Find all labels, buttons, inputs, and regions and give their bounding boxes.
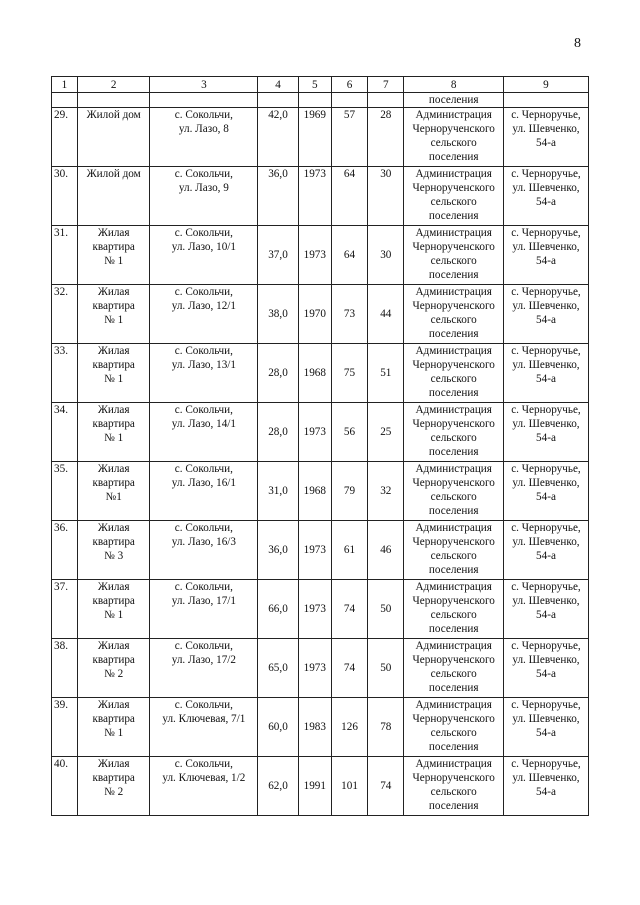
property-type-line: квартира — [92, 536, 135, 548]
property-type-line: № 2 — [104, 786, 124, 798]
year-value: 1973 — [298, 226, 331, 285]
column-number: 8 — [404, 77, 504, 93]
column-7-value: 30 — [368, 226, 404, 285]
property-type-line: Жилая — [97, 640, 130, 652]
owner-name-line: сельского — [430, 314, 477, 326]
property-address-line: с. Сокольчи, — [174, 522, 233, 534]
property-type-line: квартира — [92, 300, 135, 312]
table-cell — [368, 93, 404, 108]
table-cell — [52, 93, 78, 108]
property-address-line: ул. Лазо, 16/1 — [171, 477, 236, 489]
owner-name — [404, 285, 504, 344]
table-row — [52, 698, 589, 757]
property-type-line: квартира — [92, 477, 135, 489]
area-value: 31,0 — [258, 462, 298, 521]
area-value: 60,0 — [258, 698, 298, 757]
column-number: 2 — [77, 77, 150, 93]
owner-address-line: ул. Шевченко, — [512, 595, 580, 607]
owner-address — [503, 108, 588, 167]
property-type-line: № 1 — [104, 314, 124, 326]
property-address-line: ул. Лазо, 17/2 — [171, 654, 236, 666]
column-7-value: 78 — [368, 698, 404, 757]
year-value: 1973 — [298, 403, 331, 462]
property-type — [77, 698, 150, 757]
property-type-line: Жилая — [97, 463, 130, 475]
owner-address-line: с. Черноручье, — [511, 758, 581, 770]
property-address-line: ул. Ключевая, 7/1 — [162, 713, 246, 725]
column-7-value: 51 — [368, 344, 404, 403]
owner-name-line: сельского — [430, 137, 477, 149]
year-value: 1973 — [298, 167, 331, 226]
owner-address — [503, 521, 588, 580]
property-address-line: ул. Лазо, 9 — [178, 182, 229, 194]
table-row — [52, 108, 589, 167]
property-address — [150, 285, 258, 344]
property-type-line: квартира — [92, 654, 135, 666]
owner-name-line: поселения — [428, 328, 479, 340]
property-address — [150, 403, 258, 462]
column-number: 3 — [150, 77, 258, 93]
owner-name-line: поселения — [428, 269, 479, 281]
owner-name-line: сельского — [430, 432, 477, 444]
property-type — [77, 580, 150, 639]
property-address — [150, 108, 258, 167]
property-type-line: Жилая — [97, 345, 130, 357]
property-type — [77, 285, 150, 344]
year-value: 1968 — [298, 344, 331, 403]
owner-name-line: сельского — [430, 491, 477, 503]
column-number-row — [52, 77, 589, 93]
owner-name-line: Администрация — [415, 699, 492, 711]
owner-address — [503, 344, 588, 403]
property-type-line: Жилая — [97, 758, 130, 770]
property-type — [77, 108, 150, 167]
row-number: 39. — [52, 698, 78, 757]
owner-address-line: 54-а — [536, 668, 556, 680]
owner-name-line: Администрация — [415, 581, 492, 593]
column-7-value: 50 — [368, 580, 404, 639]
owner-address-line: ул. Шевченко, — [512, 536, 580, 548]
owner-name-line: Чернорученского — [412, 595, 495, 607]
owner-address-line: с. Черноручье, — [511, 640, 581, 652]
owner-name — [404, 580, 504, 639]
property-address-line: ул. Лазо, 10/1 — [171, 241, 236, 253]
owner-name-line: поселения — [428, 800, 479, 812]
column-number: 5 — [298, 77, 331, 93]
property-type-line: № 1 — [104, 727, 124, 739]
owner-address-line: с. Черноручье, — [511, 463, 581, 475]
table-cell — [503, 93, 588, 108]
owner-address-line: 54-а — [536, 255, 556, 267]
property-table — [51, 76, 589, 816]
year-value: 1968 — [298, 462, 331, 521]
owner-address — [503, 285, 588, 344]
owner-address-line: с. Черноручье, — [511, 286, 581, 298]
owner-address-line: с. Черноручье, — [511, 109, 581, 121]
property-address — [150, 521, 258, 580]
table-row — [52, 757, 589, 816]
owner-name — [404, 698, 504, 757]
column-7-value: 44 — [368, 285, 404, 344]
column-7-value: 74 — [368, 757, 404, 816]
table-row — [52, 462, 589, 521]
owner-address — [503, 226, 588, 285]
property-type-line: квартира — [92, 713, 135, 725]
owner-address-line: ул. Шевченко, — [512, 418, 580, 430]
column-number: 9 — [503, 77, 588, 93]
property-type-line: Жилая — [97, 581, 130, 593]
column-number: 6 — [331, 77, 367, 93]
owner-address-line: с. Черноручье, — [511, 581, 581, 593]
property-type-line: квартира — [92, 359, 135, 371]
owner-address-line: ул. Шевченко, — [512, 300, 580, 312]
property-type-line: Жилая — [97, 404, 130, 416]
property-type-line: квартира — [92, 418, 135, 430]
owner-address — [503, 462, 588, 521]
owner-name — [404, 639, 504, 698]
owner-name-line: сельского — [430, 373, 477, 385]
owner-address — [503, 580, 588, 639]
table-cell — [77, 93, 150, 108]
owner-name-line: поселения — [428, 387, 479, 399]
owner-name-line: Администрация — [415, 463, 492, 475]
owner-address-line: 54-а — [536, 373, 556, 385]
column-6-value: 79 — [331, 462, 367, 521]
property-address-line: с. Сокольчи, — [174, 463, 233, 475]
property-address-line: с. Сокольчи, — [174, 345, 233, 357]
property-address-line: ул. Лазо, 17/1 — [171, 595, 236, 607]
owner-address-line: ул. Шевченко, — [512, 359, 580, 371]
area-value: 66,0 — [258, 580, 298, 639]
property-address-line: с. Сокольчи, — [174, 286, 233, 298]
property-address-line: с. Сокольчи, — [174, 227, 233, 239]
property-address — [150, 167, 258, 226]
year-value: 1973 — [298, 639, 331, 698]
property-type — [77, 403, 150, 462]
owner-name-line: Чернорученского — [412, 654, 495, 666]
owner-name-line: Чернорученского — [412, 300, 495, 312]
owner-name-line: Чернорученского — [412, 418, 495, 430]
owner-address-line: ул. Шевченко, — [512, 123, 580, 135]
property-type-line: № 1 — [104, 609, 124, 621]
column-6-value: 74 — [331, 580, 367, 639]
property-type-line: № 1 — [104, 373, 124, 385]
owner-address-line: ул. Шевченко, — [512, 477, 580, 489]
owner-address-line: с. Черноручье, — [511, 168, 581, 180]
owner-name — [404, 521, 504, 580]
column-6-value: 101 — [331, 757, 367, 816]
owner-address-line: с. Черноручье, — [511, 345, 581, 357]
area-value: 36,0 — [258, 167, 298, 226]
area-value: 38,0 — [258, 285, 298, 344]
owner-address-line: 54-а — [536, 137, 556, 149]
column-number: 1 — [52, 77, 78, 93]
owner-address-line: ул. Шевченко, — [512, 182, 580, 194]
owner-name-line: сельского — [430, 668, 477, 680]
column-number: 7 — [368, 77, 404, 93]
owner-address-line: 54-а — [536, 727, 556, 739]
column-7-value: 50 — [368, 639, 404, 698]
owner-address — [503, 639, 588, 698]
property-address-line: ул. Ключевая, 1/2 — [162, 772, 246, 784]
owner-address-line: ул. Шевченко, — [512, 654, 580, 666]
owner-address-line: с. Черноручье, — [511, 699, 581, 711]
owner-name-line: поселения — [428, 741, 479, 753]
property-type-line: квартира — [92, 772, 135, 784]
property-type-line: № 1 — [104, 432, 124, 444]
row-number: 40. — [52, 757, 78, 816]
page-number: 8 — [574, 36, 581, 51]
owner-name-line: поселения — [428, 446, 479, 458]
row-number: 32. — [52, 285, 78, 344]
property-type-line: Жилой дом — [86, 109, 141, 121]
property-address-line: ул. Лазо, 13/1 — [171, 359, 236, 371]
area-value: 28,0 — [258, 344, 298, 403]
owner-address — [503, 403, 588, 462]
owner-address-line: с. Черноручье, — [511, 522, 581, 534]
column-6-value: 73 — [331, 285, 367, 344]
property-address-line: ул. Лазо, 14/1 — [171, 418, 236, 430]
owner-name-line: поселения — [428, 151, 479, 163]
owner-name-line: Администрация — [415, 227, 492, 239]
owner-name-line: Администрация — [415, 168, 492, 180]
property-address-line: с. Сокольчи, — [174, 404, 233, 416]
owner-name-line: Администрация — [415, 109, 492, 121]
property-address-line: с. Сокольчи, — [174, 758, 233, 770]
column-6-value: 64 — [331, 167, 367, 226]
owner-address-line: 54-а — [536, 609, 556, 621]
row-number: 35. — [52, 462, 78, 521]
column-6-value: 56 — [331, 403, 367, 462]
owner-name-line: поселения — [428, 682, 479, 694]
year-value: 1983 — [298, 698, 331, 757]
property-type-line: № 1 — [104, 255, 124, 267]
owner-name-line: Администрация — [415, 640, 492, 652]
owner-name — [404, 226, 504, 285]
property-address-line: ул. Лазо, 12/1 — [171, 300, 236, 312]
area-value: 28,0 — [258, 403, 298, 462]
property-address-line: с. Сокольчи, — [174, 109, 233, 121]
column-7-value: 25 — [368, 403, 404, 462]
owner-address-line: 54-а — [536, 786, 556, 798]
owner-name-line: поселения — [428, 505, 479, 517]
owner-name-line: сельского — [430, 609, 477, 621]
property-type-line: квартира — [92, 241, 135, 253]
property-address-line: с. Сокольчи, — [174, 168, 233, 180]
table-cell — [298, 93, 331, 108]
owner-name-line: поселения — [428, 210, 479, 222]
property-type — [77, 167, 150, 226]
column-6-value: 74 — [331, 639, 367, 698]
owner-tail-cell: поселения — [404, 93, 504, 108]
property-type-line: № 2 — [104, 668, 124, 680]
row-number: 31. — [52, 226, 78, 285]
property-type-line: Жилой дом — [86, 168, 141, 180]
row-number: 38. — [52, 639, 78, 698]
area-value: 65,0 — [258, 639, 298, 698]
row-number: 37. — [52, 580, 78, 639]
property-type-line: №1 — [105, 491, 122, 503]
property-address — [150, 226, 258, 285]
property-type — [77, 757, 150, 816]
property-address-line: с. Сокольчи, — [174, 581, 233, 593]
table-row — [52, 285, 589, 344]
row-number: 30. — [52, 167, 78, 226]
area-value: 62,0 — [258, 757, 298, 816]
table-cell — [258, 93, 298, 108]
owner-address-line: ул. Шевченко, — [512, 713, 580, 725]
owner-address-line: 54-а — [536, 432, 556, 444]
property-address — [150, 698, 258, 757]
owner-name-line: Администрация — [415, 758, 492, 770]
property-type — [77, 344, 150, 403]
column-number: 4 — [258, 77, 298, 93]
column-6-value: 75 — [331, 344, 367, 403]
property-type-line: Жилая — [97, 227, 130, 239]
area-value: 37,0 — [258, 226, 298, 285]
owner-name-line: сельского — [430, 786, 477, 798]
owner-name-line: Чернорученского — [412, 359, 495, 371]
owner-address-line: 54-а — [536, 196, 556, 208]
column-6-value: 126 — [331, 698, 367, 757]
owner-address-line: 54-а — [536, 491, 556, 503]
year-value: 1973 — [298, 580, 331, 639]
property-address-line: ул. Лазо, 16/3 — [171, 536, 236, 548]
owner-name — [404, 167, 504, 226]
property-address — [150, 580, 258, 639]
owner-name-line: поселения — [428, 564, 479, 576]
table-row — [52, 580, 589, 639]
owner-name-line: Чернорученского — [412, 713, 495, 725]
year-value: 1991 — [298, 757, 331, 816]
table-row — [52, 344, 589, 403]
owner-name — [404, 462, 504, 521]
owner-name-line: Администрация — [415, 522, 492, 534]
table-row — [52, 167, 589, 226]
row-number: 34. — [52, 403, 78, 462]
owner-address — [503, 167, 588, 226]
property-address — [150, 462, 258, 521]
property-type — [77, 521, 150, 580]
owner-name-line: сельского — [430, 727, 477, 739]
column-7-value: 28 — [368, 108, 404, 167]
property-address-line: ул. Лазо, 8 — [178, 123, 229, 135]
table-cell — [150, 93, 258, 108]
owner-address-line: 54-а — [536, 550, 556, 562]
year-value: 1973 — [298, 521, 331, 580]
table-row — [52, 403, 589, 462]
property-address — [150, 639, 258, 698]
owner-name-line: Чернорученского — [412, 241, 495, 253]
table-row — [52, 226, 589, 285]
column-7-value: 30 — [368, 167, 404, 226]
property-type-line: Жилая — [97, 699, 130, 711]
table-row — [52, 521, 589, 580]
property-type — [77, 462, 150, 521]
property-type — [77, 639, 150, 698]
column-7-value: 32 — [368, 462, 404, 521]
column-6-value: 64 — [331, 226, 367, 285]
owner-name-line: поселения — [428, 623, 479, 635]
owner-address-line: ул. Шевченко, — [512, 241, 580, 253]
year-value: 1969 — [298, 108, 331, 167]
owner-address-line: с. Черноручье, — [511, 227, 581, 239]
table-row — [52, 639, 589, 698]
owner-address — [503, 698, 588, 757]
table-cell — [331, 93, 367, 108]
property-type-line: Жилая — [97, 286, 130, 298]
owner-name-line: Администрация — [415, 345, 492, 357]
owner-name-line: Чернорученского — [412, 182, 495, 194]
property-address-line: с. Сокольчи, — [174, 699, 233, 711]
property-type-line: Жилая — [97, 522, 130, 534]
row-number: 33. — [52, 344, 78, 403]
property-address — [150, 757, 258, 816]
owner-name-line: сельского — [430, 255, 477, 267]
owner-name — [404, 757, 504, 816]
owner-name-line: сельского — [430, 550, 477, 562]
owner-name-line: сельского — [430, 196, 477, 208]
owner-name-line: Чернорученского — [412, 772, 495, 784]
owner-name — [404, 344, 504, 403]
property-type-line: квартира — [92, 595, 135, 607]
owner-name — [404, 108, 504, 167]
year-value: 1970 — [298, 285, 331, 344]
owner-address-line: ул. Шевченко, — [512, 772, 580, 784]
row-number: 36. — [52, 521, 78, 580]
owner-name-line: Администрация — [415, 286, 492, 298]
column-6-value: 61 — [331, 521, 367, 580]
property-address-line: с. Сокольчи, — [174, 640, 233, 652]
row-number: 29. — [52, 108, 78, 167]
owner-address-line: с. Черноручье, — [511, 404, 581, 416]
property-type-line: № 3 — [104, 550, 124, 562]
owner-name-line: Администрация — [415, 404, 492, 416]
area-value: 36,0 — [258, 521, 298, 580]
column-7-value: 46 — [368, 521, 404, 580]
property-type — [77, 226, 150, 285]
continuation-row — [52, 93, 589, 108]
owner-name — [404, 403, 504, 462]
owner-name-line: Чернорученского — [412, 477, 495, 489]
property-address — [150, 344, 258, 403]
column-6-value: 57 — [331, 108, 367, 167]
area-value: 42,0 — [258, 108, 298, 167]
owner-name-line: Чернорученского — [412, 123, 495, 135]
owner-address — [503, 757, 588, 816]
owner-address-line: 54-а — [536, 314, 556, 326]
owner-name-line: Чернорученского — [412, 536, 495, 548]
